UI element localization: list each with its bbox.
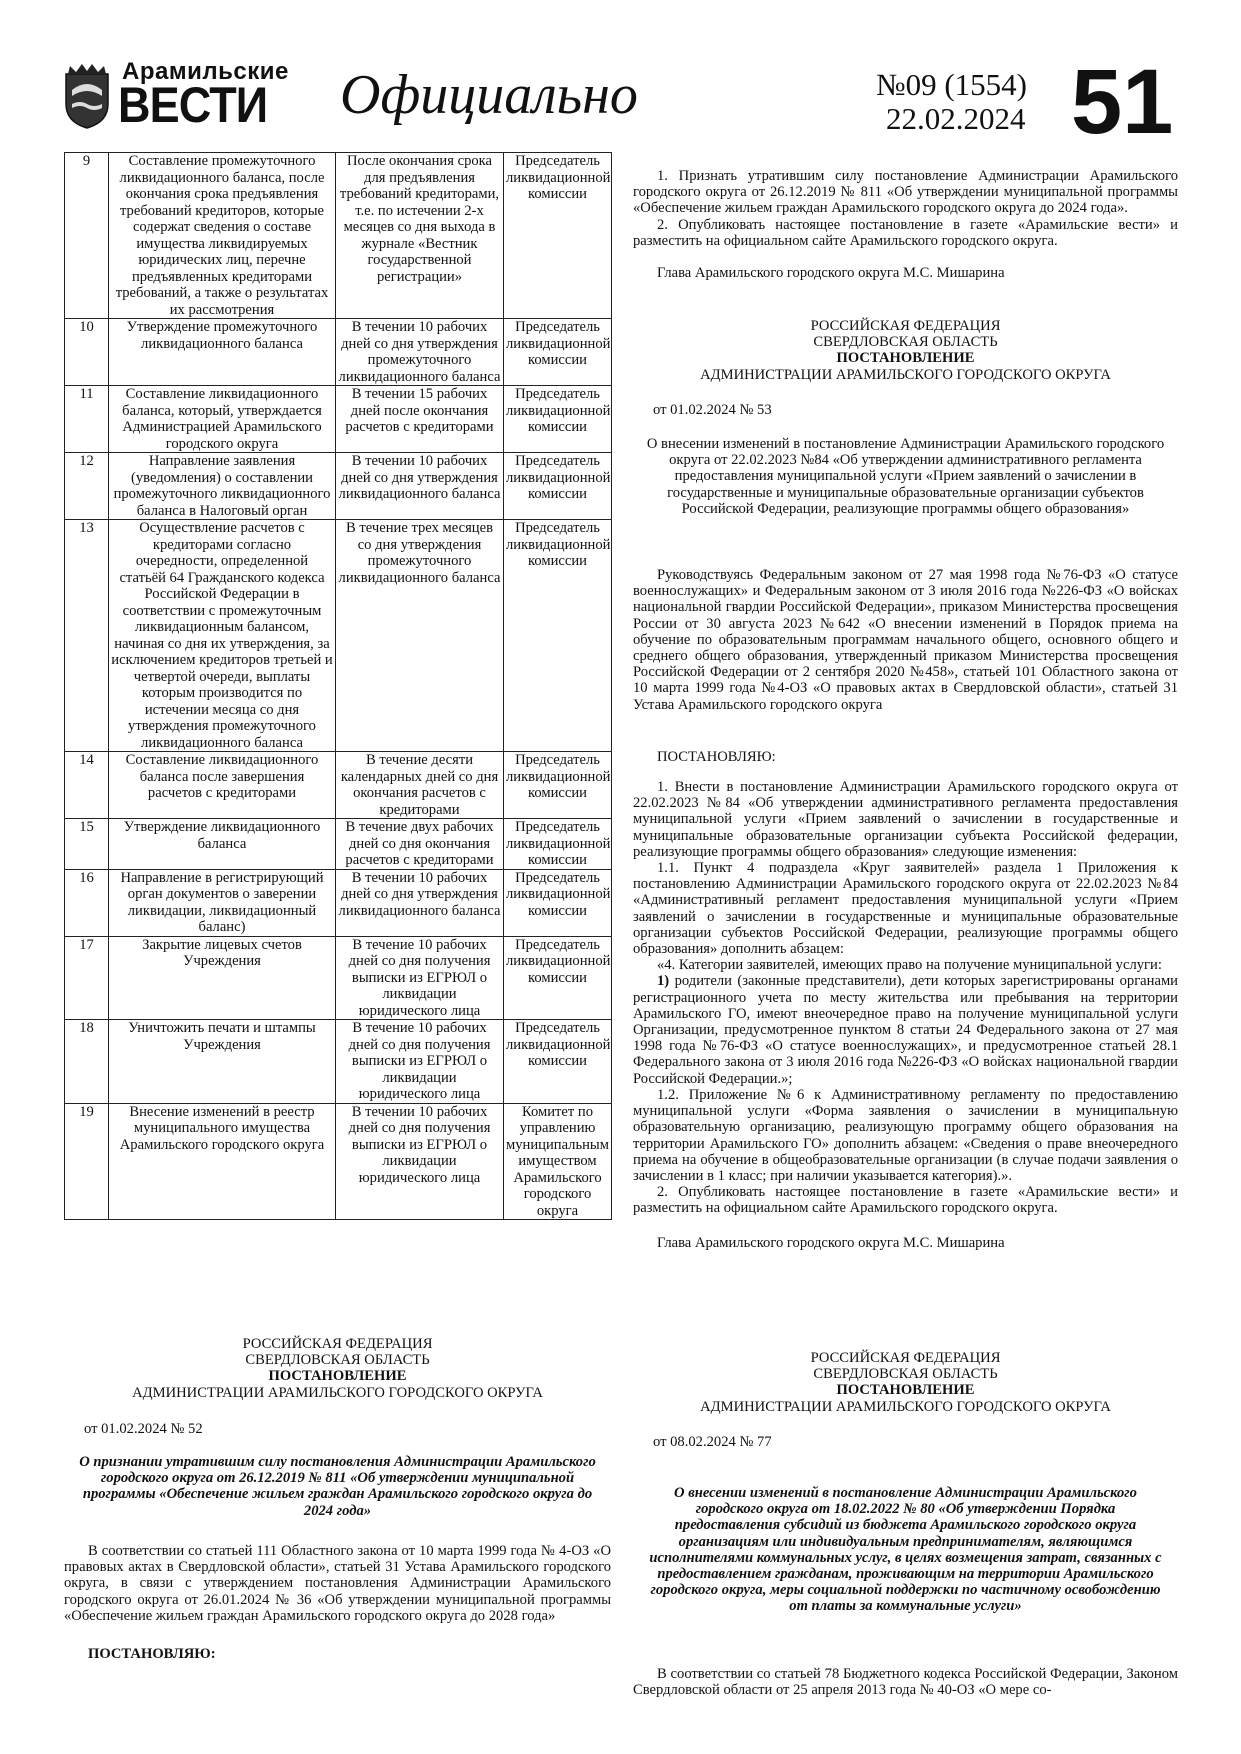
issue-info [876,68,1027,136]
coat-of-arms-icon [62,60,112,130]
row-term: В течении 10 рабочих дней со дня утверждения промежуточного ликвидационного баланса [336,319,504,386]
doc53-body [633,567,1178,1251]
doc53-point-4: «4. Категории заявителей, имеющих право на получение муниципальной услуги: [657,957,1162,974]
table-row [65,1020,612,1104]
row-number: 13 [65,520,109,752]
row-term: В течении 10 рабочих дней со дня утверждения ликвидационного баланса [336,869,504,936]
row-responsible: Комитет по управлению муниципальным имуществом Арамильского городского округа [504,1103,612,1220]
doc53-point-1: 1. Внести в постановление Администрации Арамильского городского округа от 22.02.2023 №84 «Об утверждении административного регламента предоставления муниципальной услуги «Прием заявлений о зачислении в государственные и муниципальные образовательные организации субъекта Российской федерации, реализующие программы общего образования» следующие изменения: [633,779,1178,860]
row-number: 14 [65,752,109,819]
table-row [65,819,612,870]
doc53-title [640,436,1171,517]
doc52-body [64,1543,611,1662]
row-responsible: Председатель ликвидационной комиссии [504,1020,612,1104]
row-number: 11 [65,386,109,453]
row-number: 19 [65,1103,109,1220]
row-term: После окончания срока для предъявления требований кредиторами, т.е. по истечении 2-х месяцев со дня выхода в журнале «Вестник государственной регистрации» [336,153,504,319]
doc53-title-text: О внесении изменений в постановление Администрации Арамильского городского округа от 22.02.2023 №84 «Об утверждении административного регламента предоставления муниципальной услуги «Прием заявлений о зачислении в государственные и муниципальные образовательные организации субъектов Российской Федерации, реализующие программы общего образования» [646,436,1165,517]
doc52-continued [633,168,1178,281]
row-action: Составление ликвидационного баланса после завершения расчетов с кредиторами [109,752,336,819]
doc53-authority: АДМИНИСТРАЦИИ АРАМИЛЬСКОГО ГОРОДСКОГО ОКРУГА [700,366,1111,383]
doc53-point-4-1-text: родители (законные представители), дети которых зарегистрированы органами регистрационного учета по месту жительства или пребывания на территории Арамильского ГО, имеют внеочередное право на получение муниципальной услуги Организации, предусмотренное пунктом 8 статьи 24 Федерального закона от 27 мая 1998 года №76-ФЗ «О статусе военнослужащих», и предусмотренное статьей 28.1 Федерального закона от 3 июля 2016 года №226-ФЗ «О войсках национальной гвардии Российской Федерации.»; [633,973,1178,1087]
liquidation-plan-table [64,152,612,1220]
doc53-country: РОССИЙСКАЯ ФЕДЕРАЦИЯ [810,318,1001,334]
table-row [65,453,612,520]
row-action: Осуществление расчетов с кредиторами согласно очередности, определенной статьёй 64 Гражданского кодекса Российской Федерации в соответствии с промежуточным ликвидационным балансом, начиная со дня их утверждения, за исключением кредиторов третьей и четвертой очереди, выплаты которым производится по истечении месяца со дня утверждения промежуточного ликвидационного баланса [109,520,336,752]
table-row [65,936,612,1020]
row-responsible: Председатель ликвидационной комиссии [504,869,612,936]
doc53-signature: Глава Арамильского городского округа М.С. Мишарина [657,1234,1005,1251]
row-action: Уничтожить печати и штампы Учреждения [109,1020,336,1104]
row-term: В течение десяти календарных дней со дня окончания расчетов с кредиторами [336,752,504,819]
row-number: 16 [65,869,109,936]
doc53-point-4-1-num: 1) [657,973,670,990]
page-number: 51 [1071,51,1174,153]
row-action: Составление промежуточного ликвидационного баланса, после окончания срока предъявления требований кредиторов, которые содержат сведения о составе имущества ликвидируемых юридических лиц, перечне предъявленных кредиторами требований, а также о результатах их рассмотрения [109,153,336,319]
row-number: 9 [65,153,109,319]
doc52-authority: АДМИНИСТРАЦИИ АРАМИЛЬСКОГО ГОРОДСКОГО ОКРУГА [132,1384,543,1401]
table-row [65,1103,612,1220]
doc53-point-4-1 [633,973,1178,1086]
row-term: В течение трех месяцев со дня утверждения промежуточного ликвидационного баланса [336,520,504,752]
doc52-country: РОССИЙСКАЯ ФЕДЕРАЦИЯ [242,1336,433,1352]
doc77-header [633,1350,1178,1415]
doc52-body-text: В соответствии со статьей 111 Областного закона от 10 марта 1999 года № 4-ОЗ «О правовых актах в Свердловской области», статьей 31 Устава Арамильского городского округа, в связи с утверждением постановления Администрации Арамильского городского округа от 26.01.2024 № 36 «Об утверждении муниципальной программы «Обеспечение жильем граждан Арамильского городского округа до 2028 года» [64,1543,611,1624]
row-action: Направление в регистрирующий орган документов о заверении ликвидации, ликвидационный баланс) [109,869,336,936]
doc53-point-2: 2. Опубликовать настоящее постановление в газете «Арамильские вести» и разместить на официальном сайте Арамильского городского округа. [633,1184,1178,1217]
table-row [65,386,612,453]
doc52-title-text: О признании утратившим силу постановления Администрации Арамильского городского округа от 26.12.2019 № 811 «Об утверждении муниципальной программы «Обеспечение жильем граждан Арамильского городского округа до 2024 года» [79,1454,596,1519]
row-responsible: Председатель ликвидационной комиссии [504,819,612,870]
issue-number: №09 (1554) [876,67,1027,102]
doc53-body-text: Руководствуясь Федеральным законом от 27 мая 1998 года №76-ФЗ «О статусе военнослужащих» и Федеральным законом от 3 июля 2016 года №226-ФЗ «О войсках национальной гвардии Российской Федерации», приказом Министерства просвещения России от 30 августа 2023 №642 «О внесении изменений в Порядок приема на обучение по образовательным программам начального общего, основного общего и среднего общего образования, утвержденный приказом Министерства просвещения Российской Федерации от 2 сентября 2020 №458», статьей 101 Областного закона от 10 марта 1999 года №4-ОЗ «О правовых актах в Свердловской области», статьей 31 Устава Арамильского городского округа [633,567,1178,713]
table-row [65,153,612,319]
row-action: Направление заявления (уведомления) о составлении промежуточного ликвидационного баланса в Налоговый орган [109,453,336,520]
row-term: В течении 10 рабочих дней со дня получения выписки из ЕГРЮЛ о ликвидации юридического лица [336,1103,504,1220]
doc52-signature: Глава Арамильского городского округа М.С. Мишарина [657,265,1005,282]
row-term: В течение двух рабочих дней со дня окончания расчетов с кредиторами [336,819,504,870]
doc52-point-1: 1. Признать утратившим силу постановление Администрации Арамильского городского округа от 26.12.2019 № 811 «Об утверждении муниципальной программы «Обеспечение жильем граждан Арамильского городского округа до 2024 года». [633,168,1178,217]
row-number: 15 [65,819,109,870]
table-row [65,869,612,936]
row-responsible: Председатель ликвидационной комиссии [504,386,612,453]
doc53-region: СВЕРДЛОВСКАЯ ОБЛАСТЬ [813,334,998,351]
row-responsible: Председатель ликвидационной комиссии [504,936,612,1020]
doc77-date-text: от 08.02.2024 № 77 [653,1434,772,1450]
row-responsible: Председатель ликвидационной комиссии [504,453,612,520]
doc52-region: СВЕРДЛОВСКАЯ ОБЛАСТЬ [245,1352,430,1369]
row-term: В течение 10 рабочих дней со дня получения выписки из ЕГРЮЛ о ликвидации юридического лица [336,1020,504,1104]
row-responsible: Председатель ликвидационной комиссии [504,319,612,386]
row-responsible: Председатель ликвидационной комиссии [504,752,612,819]
row-responsible: Председатель ликвидационной комиссии [504,153,612,319]
table-row [65,752,612,819]
doc77-title [645,1485,1166,1615]
doc77-date [633,1434,1178,1450]
table-row [65,520,612,752]
row-term: В течение 10 рабочих дней со дня получения выписки из ЕГРЮЛ о ликвидации юридического лица [336,936,504,1020]
doc53-date [633,402,1178,418]
doc53-date-text: от 01.02.2024 № 53 [653,402,772,418]
row-responsible: Председатель ликвидационной комиссии [504,520,612,752]
doc52-type: ПОСТАНОВЛЕНИЕ [268,1368,407,1385]
doc77-title-text: О внесении изменений в постановление Администрации Арамильского городского округа от 18.02.2022 № 80 «Об утверждении Порядка предоставления субсидий из бюджета Арамильского городского округа организациям или индивидуальным предпринимателям, являющимся исполнителями коммунальных услуг, в целях возмещения затрат, связанных с предоставлением гражданам, проживающим на территории Арамильского городского округа, меры социальной поддержки по частичному освобождению от платы за коммунальные услуги» [649,1485,1162,1615]
doc53-point-1-1: 1.1. Пункт 4 подраздела «Круг заявителей» раздела 1 Приложения к постановлению Администрации Арамильского городского округа от 22.02.2023 №84 «Административный регламент предоставления муниципальной услуги «Прием заявлений о зачислении в государственные и муниципальные образовательные организации субъектов Российской Федерации, реализующие программы общего образования» дополнить абзацем: [633,860,1178,958]
table-row [65,319,612,386]
logo-bottom-text: ВЕСТИ [118,77,268,133]
doc77-type: ПОСТАНОВЛЕНИЕ [836,1382,975,1399]
doc52-date-text: от 01.02.2024 № 52 [84,1421,203,1437]
doc52-title [70,1454,605,1519]
row-action: Составление ликвидационного баланса, который, утверждается Администрацией Арамильского городского округа [109,386,336,453]
doc53-resolve: ПОСТАНОВЛЯЮ: [657,748,776,765]
doc52-header [64,1336,611,1401]
logo-top-text: Арамильские [122,58,289,85]
doc77-country: РОССИЙСКАЯ ФЕДЕРАЦИЯ [810,1350,1001,1366]
row-action: Утверждение промежуточного ликвидационного баланса [109,319,336,386]
row-action: Утверждение ликвидационного баланса [109,819,336,870]
doc53-header [633,318,1178,383]
issue-date: 22.02.2024 [886,101,1026,136]
section-title: Официально [340,64,638,126]
row-term: В течении 10 рабочих дней со дня утверждения ликвидационного баланса [336,453,504,520]
row-action: Внесение изменений в реестр муниципального имущества Арамильского городского округа [109,1103,336,1220]
row-term: В течении 15 рабочих дней после окончания расчетов с кредиторами [336,386,504,453]
doc77-body [633,1666,1178,1698]
row-number: 18 [65,1020,109,1104]
doc77-body-text: В соответствии со статьей 78 Бюджетного кодекса Российской Федерации, Законом Свердловской области от 25 апреля 2013 года № 40-ОЗ «О мере со- [633,1666,1178,1699]
row-number: 12 [65,453,109,520]
doc77-authority: АДМИНИСТРАЦИИ АРАМИЛЬСКОГО ГОРОДСКОГО ОКРУГА [700,1398,1111,1415]
doc52-date [64,1421,611,1437]
doc52-resolve: ПОСТАНОВЛЯЮ: [88,1646,216,1663]
doc77-region: СВЕРДЛОВСКАЯ ОБЛАСТЬ [813,1366,998,1383]
row-action: Закрытие лицевых счетов Учреждения [109,936,336,1020]
doc53-type: ПОСТАНОВЛЕНИЕ [836,350,975,367]
doc52-point-2: 2. Опубликовать настоящее постановление в газете «Арамильские вести» и разместить на официальном сайте Арамильского городского округа. [633,216,1178,249]
newspaper-logo [62,54,306,136]
doc53-point-1-2: 1.2. Приложение №6 к Административному регламенту по предоставлению муниципальной услуги «Форма заявления о зачислении в муниципальную образовательную организацию, реализующую программу общего образования на территории Арамильского ГО» дополнить абзацем: «Сведения о праве внеочередного приема на обучение в общеобразовательные организации (в случае подачи заявления о зачислении в 1 класс; при наличии указывается категория).». [633,1086,1178,1184]
row-number: 10 [65,319,109,386]
row-number: 17 [65,936,109,1020]
